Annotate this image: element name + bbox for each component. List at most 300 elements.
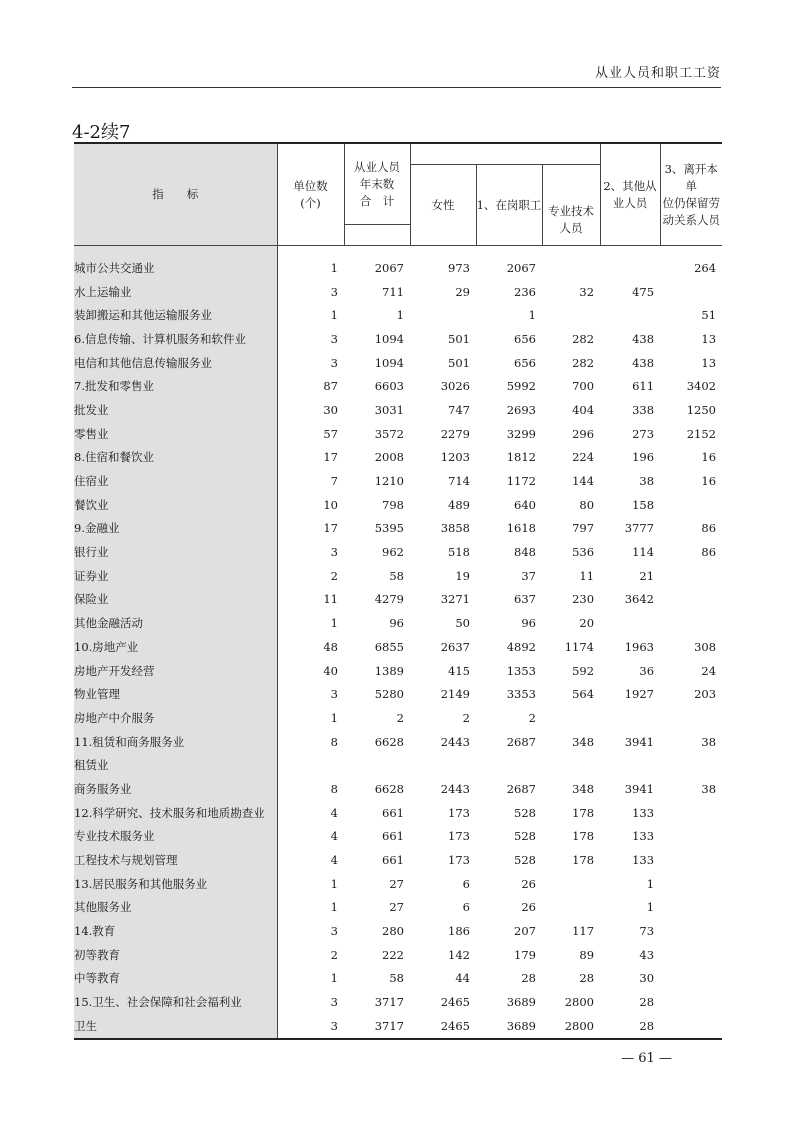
header-divider — [72, 87, 721, 88]
cell-tech: 28 — [579, 971, 595, 986]
cell-total: 661 — [382, 805, 404, 820]
cell-tech: 2800 — [542, 1014, 600, 1039]
cell-retained — [660, 493, 722, 517]
cell-other: 196 — [632, 450, 655, 465]
cell-female: 142 — [448, 947, 470, 962]
cell-units: 30 — [323, 402, 338, 417]
cell-female: 186 — [448, 924, 470, 939]
cell-tech — [542, 706, 600, 730]
table-row — [74, 588, 722, 612]
cell-other: 3941 — [624, 781, 655, 796]
cell-units: 17 — [323, 521, 338, 536]
cell-tech: 32 — [579, 284, 595, 299]
total-header: 从业人员 年末数 合 计 — [344, 143, 410, 225]
cell-tech: 1174 — [564, 639, 595, 654]
cell-female: 501 — [448, 355, 470, 370]
cell-units: 10 — [323, 497, 338, 512]
cell-other — [600, 303, 660, 327]
cell-other: 3941 — [624, 734, 655, 749]
cell-total: 2 — [396, 710, 404, 725]
page-number — [0, 1051, 793, 1066]
cell-female: 973 — [448, 260, 470, 275]
cell-other: 1963 — [624, 639, 655, 654]
cell-units: 3 — [330, 924, 338, 939]
cell-tech: 178 — [572, 853, 595, 868]
cell-other: 21 — [639, 568, 655, 583]
cell-units: 3 — [330, 284, 338, 299]
cell-female: 518 — [448, 545, 470, 560]
cell-female: 2 — [462, 710, 470, 725]
cell-units: 3 — [330, 331, 338, 346]
cell-total: 3572 — [374, 426, 404, 441]
cell-units: 57 — [323, 426, 338, 441]
cell-total: 2067 — [374, 260, 404, 275]
cell-tech: 20 — [579, 616, 595, 631]
cell-tech: 11 — [579, 568, 595, 583]
cell-retained — [660, 1014, 722, 1039]
table-row — [74, 990, 722, 1014]
cell-retained — [660, 896, 722, 920]
row-label: 装卸搬运和其他运输服务业 — [74, 303, 277, 327]
cell-tech: 797 — [572, 521, 595, 536]
cell-female: 2443 — [440, 781, 470, 796]
cell-on-post: 28 — [521, 971, 536, 986]
cell-tech: 564 — [572, 687, 595, 702]
table-row — [74, 848, 722, 872]
cell-female — [410, 753, 476, 777]
table-row — [74, 280, 722, 304]
cell-total: 2008 — [374, 450, 404, 465]
cell-tech: 2800 — [564, 995, 595, 1010]
row-label: 房地产开发经营 — [74, 659, 277, 683]
cell-other: 28 — [600, 1014, 660, 1039]
cell-retained: 203 — [694, 687, 717, 702]
row-label: 证券业 — [74, 564, 277, 588]
cell-other: 611 — [632, 379, 655, 394]
row-label: 餐饮业 — [74, 493, 277, 517]
cell-units: 17 — [323, 450, 338, 465]
table-body — [74, 246, 722, 1039]
cell-tech: 592 — [572, 663, 595, 678]
row-label: 14.教育 — [74, 919, 277, 943]
cell-other: 3777 — [624, 521, 655, 536]
cell-retained: 86 — [701, 545, 717, 560]
cell-on-post: 528 — [514, 805, 536, 820]
table-row — [74, 256, 722, 280]
cell-tech: 282 — [572, 355, 595, 370]
cell-retained — [660, 919, 722, 943]
table-row — [74, 303, 722, 327]
row-label: 其他金融活动 — [74, 611, 277, 635]
row-label: 8.住宿和餐饮业 — [74, 446, 277, 470]
table-row — [74, 706, 722, 730]
row-label: 7.批发和零售业 — [74, 374, 277, 398]
cell-female: 50 — [455, 616, 470, 631]
cell-tech: 224 — [572, 450, 595, 465]
cell-units: 1 — [330, 260, 338, 275]
cell-retained: 13 — [701, 355, 717, 370]
table-row — [74, 777, 722, 801]
cell-retained: 86 — [701, 521, 717, 536]
cell-retained — [660, 753, 722, 777]
cell-tech: 178 — [572, 805, 595, 820]
spacer-row — [74, 246, 722, 257]
table-row — [74, 1014, 722, 1039]
retained-header: 3、离开本单 位仍保留劳 动关系人员 — [660, 143, 722, 246]
cell-other: 1 — [646, 876, 655, 891]
cell-total: 4279 — [374, 592, 404, 607]
cell-female: 501 — [448, 331, 470, 346]
cell-units: 2 — [330, 947, 338, 962]
units-header: 单位数 (个) — [277, 143, 344, 246]
table-row — [74, 967, 722, 991]
cell-total: 962 — [382, 545, 404, 560]
female-header: 女性 — [410, 165, 476, 246]
cell-on-post: 2 — [528, 710, 536, 725]
cell-tech — [542, 896, 600, 920]
cell-on-post: 1812 — [506, 450, 536, 465]
table-row — [74, 896, 722, 920]
cell-tech: 117 — [572, 924, 595, 939]
cell-units: 3 — [330, 355, 338, 370]
cell-female — [410, 303, 476, 327]
cell-total: 1 — [396, 308, 404, 323]
cell-other: 114 — [632, 545, 655, 560]
cell-female: 1203 — [440, 450, 470, 465]
cell-on-post — [476, 753, 542, 777]
row-label: 15.卫生、社会保障和社会福利业 — [74, 990, 277, 1014]
cell-on-post: 3689 — [506, 995, 536, 1010]
cell-units: 40 — [323, 663, 338, 678]
table-row — [74, 635, 722, 659]
row-label: 水上运输业 — [74, 280, 277, 304]
row-label: 商务服务业 — [74, 777, 277, 801]
table-row — [74, 801, 722, 825]
row-label: 6.信息传输、计算机服务和软件业 — [74, 327, 277, 351]
cell-on-post: 3353 — [506, 687, 536, 702]
cell-on-post: 2693 — [506, 402, 536, 417]
cell-retained — [660, 872, 722, 896]
table-row — [74, 446, 722, 470]
cell-tech: 89 — [579, 947, 595, 962]
group-header — [410, 143, 600, 165]
cell-tech: 296 — [572, 426, 595, 441]
page-number-text: — 61 — — [621, 1051, 672, 1066]
cell-on-post: 3689 — [476, 1014, 542, 1039]
cell-retained: 2152 — [686, 426, 717, 441]
row-label: 住宿业 — [74, 469, 277, 493]
table-row — [74, 469, 722, 493]
cell-on-post: 4892 — [506, 639, 536, 654]
row-label: 租赁业 — [74, 753, 277, 777]
table-row — [74, 682, 722, 706]
table-row — [74, 753, 722, 777]
cell-female: 2443 — [440, 734, 470, 749]
cell-female: 489 — [448, 497, 470, 512]
table-row — [74, 943, 722, 967]
cell-tech: 348 — [572, 781, 595, 796]
cell-retained — [660, 943, 722, 967]
cell-retained: 264 — [694, 260, 717, 275]
cell-retained — [660, 801, 722, 825]
cell-tech: 536 — [572, 545, 595, 560]
row-label: 物业管理 — [74, 682, 277, 706]
row-label: 银行业 — [74, 540, 277, 564]
cell-on-post: 2687 — [506, 781, 536, 796]
cell-units: 8 — [330, 734, 338, 749]
tech-header: 专业技术 人员 — [542, 165, 600, 246]
row-label: 卫生 — [74, 1014, 277, 1039]
cell-other: 133 — [632, 853, 655, 868]
cell-retained — [660, 564, 722, 588]
on-post-header: 1、在岗职工 — [476, 165, 542, 246]
table-row — [74, 611, 722, 635]
cell-other: 36 — [639, 663, 655, 678]
cell-female: 3271 — [440, 592, 470, 607]
cell-female: 173 — [448, 829, 470, 844]
cell-other — [600, 256, 660, 280]
cell-total: 711 — [382, 284, 404, 299]
cell-units: 48 — [323, 639, 338, 654]
cell-units — [277, 753, 344, 777]
cell-retained — [660, 706, 722, 730]
cell-retained: 16 — [701, 450, 717, 465]
table-row — [74, 327, 722, 351]
cell-tech: 404 — [572, 402, 595, 417]
table-row — [74, 564, 722, 588]
cell-on-post: 26 — [521, 876, 536, 891]
cell-total: 1094 — [374, 355, 404, 370]
row-label: 工程技术与规划管理 — [74, 848, 277, 872]
cell-other: 73 — [639, 924, 655, 939]
cell-female: 173 — [448, 853, 470, 868]
cell-on-post: 207 — [514, 924, 536, 939]
cell-other: 3642 — [624, 592, 655, 607]
cell-units: 4 — [330, 805, 338, 820]
row-label: 电信和其他信息传输服务业 — [74, 351, 277, 375]
cell-units: 3 — [277, 1014, 344, 1039]
row-label: 批发业 — [74, 398, 277, 422]
row-label: 12.科学研究、技术服务和地质勘查业 — [74, 801, 277, 825]
cell-tech: 700 — [572, 379, 595, 394]
cell-other: 133 — [632, 805, 655, 820]
cell-total: 27 — [389, 900, 404, 915]
cell-units: 1 — [330, 308, 338, 323]
row-label: 零售业 — [74, 422, 277, 446]
statistics-table — [74, 142, 722, 1040]
cell-tech — [542, 872, 600, 896]
cell-on-post: 528 — [514, 853, 536, 868]
cell-retained — [660, 611, 722, 635]
cell-female: 173 — [448, 805, 470, 820]
cell-other: 1 — [646, 900, 655, 915]
cell-female: 44 — [455, 971, 470, 986]
cell-other — [600, 611, 660, 635]
cell-female: 6 — [462, 900, 470, 915]
cell-units: 1 — [330, 971, 338, 986]
cell-retained: 38 — [701, 734, 717, 749]
cell-on-post: 236 — [514, 284, 536, 299]
table-row — [74, 825, 722, 849]
cell-other: 475 — [632, 284, 655, 299]
cell-units: 3 — [330, 687, 338, 702]
cell-units: 87 — [323, 379, 338, 394]
cell-on-post: 637 — [514, 592, 536, 607]
cell-on-post: 1618 — [506, 521, 536, 536]
cell-retained: 16 — [701, 474, 717, 489]
cell-retained: 1250 — [686, 402, 717, 417]
cell-on-post: 3299 — [506, 426, 536, 441]
cell-female: 747 — [448, 402, 470, 417]
cell-total: 96 — [389, 616, 404, 631]
table-row — [74, 493, 722, 517]
cell-on-post: 26 — [521, 900, 536, 915]
total-header-spacer — [344, 225, 410, 246]
cell-female: 19 — [455, 568, 470, 583]
cell-total: 58 — [389, 568, 404, 583]
cell-retained — [660, 280, 722, 304]
cell-units: 11 — [323, 592, 338, 607]
cell-units: 4 — [330, 853, 338, 868]
cell-total: 798 — [382, 497, 404, 512]
cell-tech: 230 — [572, 592, 595, 607]
table-row — [74, 374, 722, 398]
cell-retained — [660, 990, 722, 1014]
cell-other: 28 — [639, 995, 655, 1010]
cell-tech: 80 — [579, 497, 595, 512]
table-row — [74, 872, 722, 896]
cell-on-post: 2687 — [506, 734, 536, 749]
cell-total: 1094 — [374, 331, 404, 346]
cell-retained — [660, 967, 722, 991]
cell-total: 27 — [389, 876, 404, 891]
cell-units: 1 — [330, 900, 338, 915]
table-row — [74, 540, 722, 564]
cell-tech: 178 — [572, 829, 595, 844]
cell-female: 2149 — [440, 687, 470, 702]
cell-units: 3 — [330, 995, 338, 1010]
running-head: 从业人员和职工工资 — [594, 66, 721, 81]
cell-other — [600, 706, 660, 730]
cell-total: 3031 — [374, 402, 404, 417]
table-row — [74, 517, 722, 541]
row-label: 其他服务业 — [74, 896, 277, 920]
cell-total: 5280 — [374, 687, 404, 702]
cell-other: 438 — [632, 355, 655, 370]
cell-units: 4 — [330, 829, 338, 844]
indicator-header: 指 标 — [74, 143, 277, 246]
cell-female: 415 — [448, 663, 470, 678]
cell-female: 6 — [462, 876, 470, 891]
cell-units: 1 — [330, 876, 338, 891]
cell-other: 43 — [639, 947, 655, 962]
cell-female: 3858 — [440, 521, 470, 536]
cell-female: 2465 — [410, 1014, 476, 1039]
cell-on-post: 656 — [514, 355, 536, 370]
cell-on-post: 179 — [514, 947, 536, 962]
cell-units: 1 — [330, 616, 338, 631]
cell-total: 3717 — [344, 1014, 410, 1039]
cell-total: 1389 — [374, 663, 404, 678]
row-label: 城市公共交通业 — [74, 256, 277, 280]
cell-other: 1927 — [624, 687, 655, 702]
cell-retained — [660, 848, 722, 872]
cell-on-post: 1172 — [506, 474, 536, 489]
table-title: 4-2续7 — [72, 122, 131, 143]
cell-on-post: 1 — [528, 308, 536, 323]
cell-tech — [542, 303, 600, 327]
table-header — [74, 143, 722, 246]
table-row — [74, 730, 722, 754]
cell-tech: 348 — [572, 734, 595, 749]
cell-other: 438 — [632, 331, 655, 346]
cell-total: 6628 — [374, 734, 404, 749]
other-header: 2、其他从 业人员 — [600, 143, 660, 246]
cell-retained: 308 — [694, 639, 717, 654]
cell-on-post: 528 — [514, 829, 536, 844]
cell-female: 29 — [455, 284, 470, 299]
table-row — [74, 919, 722, 943]
cell-other: 38 — [639, 474, 655, 489]
cell-units: 7 — [330, 474, 338, 489]
cell-other: 133 — [632, 829, 655, 844]
row-label: 13.居民服务和其他服务业 — [74, 872, 277, 896]
cell-total — [344, 753, 410, 777]
cell-retained: 13 — [701, 331, 717, 346]
cell-on-post: 37 — [521, 568, 536, 583]
cell-retained: 24 — [701, 663, 717, 678]
row-label: 中等教育 — [74, 967, 277, 991]
row-label: 初等教育 — [74, 943, 277, 967]
cell-other: 273 — [632, 426, 655, 441]
table-row — [74, 398, 722, 422]
cell-retained — [660, 825, 722, 849]
cell-total: 661 — [382, 853, 404, 868]
cell-total: 6628 — [374, 781, 404, 796]
cell-female: 2637 — [440, 639, 470, 654]
row-label: 专业技术服务业 — [74, 825, 277, 849]
cell-other: 30 — [639, 971, 655, 986]
cell-total: 661 — [382, 829, 404, 844]
cell-female: 3026 — [440, 379, 470, 394]
table-row — [74, 422, 722, 446]
cell-units: 2 — [330, 568, 338, 583]
cell-units: 1 — [330, 710, 338, 725]
cell-units: 8 — [330, 781, 338, 796]
cell-total: 5395 — [374, 521, 404, 536]
cell-tech — [542, 753, 600, 777]
cell-female: 2465 — [440, 995, 470, 1010]
table-row — [74, 659, 722, 683]
cell-retained: 51 — [701, 308, 717, 323]
cell-on-post: 848 — [514, 545, 536, 560]
cell-retained: 3402 — [686, 379, 717, 394]
cell-on-post: 2067 — [506, 260, 536, 275]
cell-female: 714 — [448, 474, 470, 489]
cell-on-post: 640 — [514, 497, 536, 512]
row-label: 11.租赁和商务服务业 — [74, 730, 277, 754]
cell-total: 58 — [389, 971, 404, 986]
cell-total: 6603 — [374, 379, 404, 394]
row-label: 10.房地产业 — [74, 635, 277, 659]
row-label: 9.金融业 — [74, 517, 277, 541]
cell-female: 2279 — [440, 426, 470, 441]
cell-total: 1210 — [374, 474, 404, 489]
cell-on-post: 1353 — [506, 663, 536, 678]
row-label: 房地产中介服务 — [74, 706, 277, 730]
cell-total: 6855 — [374, 639, 404, 654]
cell-tech: 144 — [572, 474, 595, 489]
